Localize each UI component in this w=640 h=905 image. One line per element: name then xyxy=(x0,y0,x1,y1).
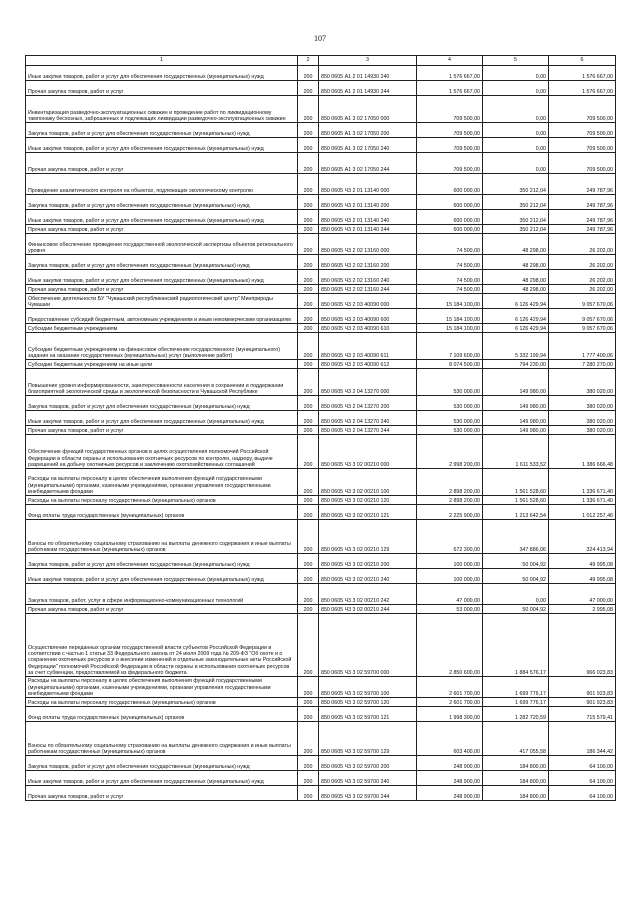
row-admin-code-cell: 200 xyxy=(298,309,319,324)
row-admin-code-cell: 200 xyxy=(298,174,319,195)
table-row xyxy=(26,554,616,569)
row-unexecuted-cell: 26 202,00 xyxy=(549,255,616,270)
row-approved-cell: 530 000,00 xyxy=(417,411,483,426)
row-name-cell: Иные закупки товаров, работ и услуг для обеспечения государственных (муниципальных) нужд xyxy=(26,569,298,584)
row-executed-cell: 48 298,00 xyxy=(483,285,549,294)
row-executed-cell: 347 886,06 xyxy=(483,520,549,554)
row-executed-cell: 0,00 xyxy=(483,96,549,123)
row-unexecuted-cell: 49 995,08 xyxy=(549,554,616,569)
budget-execution-table xyxy=(25,55,616,801)
column-header-6: 6 xyxy=(549,56,616,66)
table-row xyxy=(26,96,616,123)
table-row xyxy=(26,569,616,584)
row-unexecuted-cell: 26 202,00 xyxy=(549,270,616,285)
table-row xyxy=(26,756,616,771)
row-unexecuted-cell: 380 020,00 xyxy=(549,369,616,396)
row-classification-code-cell: 850 0605 Ч3 2 03 40090 611 xyxy=(319,333,417,360)
row-admin-code-cell: 200 xyxy=(298,722,319,756)
row-unexecuted-cell: 709 500,00 xyxy=(549,123,616,138)
row-classification-code-cell: 850 0605 Ч3 3 02 00210 121 xyxy=(319,505,417,520)
row-admin-code-cell: 200 xyxy=(298,505,319,520)
row-name-cell: Закупка товаров, работ и услуг для обеспечения государственных (муниципальных) нужд xyxy=(26,123,298,138)
row-approved-cell: 47 000,00 xyxy=(417,584,483,605)
row-executed-cell: 184 800,00 xyxy=(483,786,549,801)
row-name-cell: Расходы на выплаты персоналу в целях обеспечения выполнения функций государственными (муниципальными) органами, казенными учреждениями, органами управления государственными внебюджетными фондами xyxy=(26,677,298,698)
page-number: 107 xyxy=(314,34,326,43)
row-name-cell: Прочая закупка товаров, работ и услуг xyxy=(26,225,298,234)
row-executed-cell: 794 230,00 xyxy=(483,360,549,369)
row-classification-code-cell: 850 0605 Ч3 3 02 59700 000 xyxy=(319,614,417,677)
row-approved-cell: 15 184 100,00 xyxy=(417,324,483,333)
row-executed-cell: 149 980,00 xyxy=(483,411,549,426)
row-classification-code-cell: 850 0605 А1 3 02 17050 244 xyxy=(319,153,417,174)
row-approved-cell: 709 500,00 xyxy=(417,138,483,153)
table-row xyxy=(26,123,616,138)
row-approved-cell: 8 074 500,00 xyxy=(417,360,483,369)
row-admin-code-cell: 200 xyxy=(298,324,319,333)
row-admin-code-cell: 200 xyxy=(298,411,319,426)
row-classification-code-cell: 850 0605 Ч3 3 02 00210 129 xyxy=(319,520,417,554)
table-row xyxy=(26,225,616,234)
row-approved-cell: 74 500,00 xyxy=(417,255,483,270)
row-unexecuted-cell: 709 500,00 xyxy=(549,153,616,174)
row-unexecuted-cell: 2 995,08 xyxy=(549,605,616,614)
row-approved-cell: 100 000,00 xyxy=(417,569,483,584)
row-name-cell: Субсидии бюджетным учреждениям на финансовое обеспечение государственного (муниципального) задания на оказание государственных (муниципальных) услуг (выполнение работ) xyxy=(26,333,298,360)
row-name-cell: Обеспечение деятельности БУ "Чувашский республиканский радиологический центр" Минприроды Чувашии xyxy=(26,294,298,309)
table-row xyxy=(26,426,616,435)
row-approved-cell: 2 998 200,00 xyxy=(417,435,483,469)
table-row xyxy=(26,270,616,285)
row-admin-code-cell: 200 xyxy=(298,435,319,469)
row-classification-code-cell: 850 0605 Ч3 2 03 40090 600 xyxy=(319,309,417,324)
row-classification-code-cell: 850 0605 Ч3 2 01 13140 200 xyxy=(319,195,417,210)
row-unexecuted-cell: 1 336 671,40 xyxy=(549,469,616,496)
row-name-cell: Закупка товаров, работ и услуг для обеспечения государственных (муниципальных) нужд xyxy=(26,756,298,771)
row-approved-cell: 7 109 600,00 xyxy=(417,333,483,360)
row-approved-cell: 2 850 600,00 xyxy=(417,614,483,677)
row-classification-code-cell: 850 0605 Ч3 3 02 59700 129 xyxy=(319,722,417,756)
row-executed-cell: 184 800,00 xyxy=(483,771,549,786)
table-row xyxy=(26,496,616,505)
row-admin-code-cell: 200 xyxy=(298,605,319,614)
row-admin-code-cell: 200 xyxy=(298,81,319,96)
row-name-cell: Прочая закупка товаров, работ и услуг xyxy=(26,786,298,801)
row-executed-cell: 0,00 xyxy=(483,66,549,81)
row-name-cell: Закупка товаров, работ и услуг для обеспечения государственных (муниципальных) нужд xyxy=(26,255,298,270)
row-unexecuted-cell: 26 202,00 xyxy=(549,285,616,294)
row-name-cell: Проведение аналитического контроля на объектах, подлежащих экологическому контролю xyxy=(26,174,298,195)
table-row xyxy=(26,174,616,195)
row-name-cell: Субсидии бюджетным учреждениям xyxy=(26,324,298,333)
row-executed-cell: 50 004,92 xyxy=(483,605,549,614)
row-unexecuted-cell: 9 057 670,06 xyxy=(549,309,616,324)
row-approved-cell: 2 898 200,00 xyxy=(417,496,483,505)
row-classification-code-cell: 850 0605 Ч3 3 02 59700 244 xyxy=(319,786,417,801)
row-approved-cell: 15 184 100,00 xyxy=(417,309,483,324)
row-admin-code-cell: 200 xyxy=(298,153,319,174)
row-admin-code-cell: 200 xyxy=(298,786,319,801)
row-classification-code-cell: 850 0605 Ч3 2 02 13160 240 xyxy=(319,270,417,285)
row-classification-code-cell: 850 0605 Ч3 3 02 59700 120 xyxy=(319,698,417,707)
row-name-cell: Прочая закупка товаров, работ и услуг xyxy=(26,81,298,96)
table-row xyxy=(26,333,616,360)
row-admin-code-cell: 200 xyxy=(298,469,319,496)
table-row xyxy=(26,786,616,801)
row-unexecuted-cell: 249 787,96 xyxy=(549,210,616,225)
row-admin-code-cell: 200 xyxy=(298,369,319,396)
row-unexecuted-cell: 966 023,83 xyxy=(549,614,616,677)
row-admin-code-cell: 200 xyxy=(298,285,319,294)
row-unexecuted-cell: 249 787,96 xyxy=(549,225,616,234)
row-executed-cell: 184 800,00 xyxy=(483,756,549,771)
row-classification-code-cell: 850 0605 Ч3 3 02 00210 100 xyxy=(319,469,417,496)
row-admin-code-cell: 200 xyxy=(298,294,319,309)
table-row xyxy=(26,360,616,369)
row-executed-cell: 48 298,00 xyxy=(483,270,549,285)
table-row xyxy=(26,195,616,210)
row-executed-cell: 6 126 429,94 xyxy=(483,294,549,309)
row-name-cell: Инвентаризация разведочно-эксплуатационных скважин и проведение работ по ликвидационному тампонажу бесхозных, заброшенных и подлежащих ликвидации разведочно-эксплуатационных скважин xyxy=(26,96,298,123)
row-admin-code-cell: 200 xyxy=(298,96,319,123)
row-admin-code-cell: 200 xyxy=(298,255,319,270)
row-unexecuted-cell: 709 500,00 xyxy=(549,138,616,153)
row-unexecuted-cell: 1 777 400,06 xyxy=(549,333,616,360)
row-name-cell: Закупка товаров, работ и услуг для обеспечения государственных (муниципальных) нужд xyxy=(26,554,298,569)
row-name-cell: Иные закупки товаров, работ и услуг для обеспечения государственных (муниципальных) нужд xyxy=(26,771,298,786)
column-header-2: 2 xyxy=(298,56,319,66)
column-header-5: 5 xyxy=(483,56,549,66)
row-unexecuted-cell: 1 576 667,00 xyxy=(549,66,616,81)
row-approved-cell: 74 500,00 xyxy=(417,270,483,285)
row-approved-cell: 709 500,00 xyxy=(417,123,483,138)
row-name-cell: Финансовое обеспечение проведения государственной экологической экспертизы объектов регионального уровня xyxy=(26,234,298,255)
row-executed-cell: 1 213 642,54 xyxy=(483,505,549,520)
row-executed-cell: 0,00 xyxy=(483,153,549,174)
row-admin-code-cell: 200 xyxy=(298,225,319,234)
row-classification-code-cell: 850 0605 Ч3 3 02 00210 000 xyxy=(319,435,417,469)
row-approved-cell: 600 000,00 xyxy=(417,174,483,195)
row-approved-cell: 530 000,00 xyxy=(417,369,483,396)
row-classification-code-cell: 850 0605 А1 2 01 14930 244 xyxy=(319,81,417,96)
row-executed-cell: 350 212,04 xyxy=(483,195,549,210)
row-admin-code-cell: 200 xyxy=(298,554,319,569)
row-name-cell: Фонд оплаты труда государственных (муниципальных) органов xyxy=(26,505,298,520)
table-row xyxy=(26,396,616,411)
row-unexecuted-cell: 1 012 257,46 xyxy=(549,505,616,520)
row-classification-code-cell: 850 0605 Ч3 2 04 13270 000 xyxy=(319,369,417,396)
row-approved-cell: 1 998 300,00 xyxy=(417,707,483,722)
row-executed-cell: 0,00 xyxy=(483,81,549,96)
row-approved-cell: 1 576 667,00 xyxy=(417,81,483,96)
table-row xyxy=(26,285,616,294)
row-unexecuted-cell: 380 020,00 xyxy=(549,411,616,426)
row-unexecuted-cell: 249 787,96 xyxy=(549,174,616,195)
row-admin-code-cell: 200 xyxy=(298,707,319,722)
row-approved-cell: 2 225 900,00 xyxy=(417,505,483,520)
row-name-cell: Иные закупки товаров, работ и услуг для обеспечения государственных (муниципальных) нужд xyxy=(26,66,298,81)
row-classification-code-cell: 850 0605 Ч3 2 02 13160 200 xyxy=(319,255,417,270)
table-row xyxy=(26,771,616,786)
row-unexecuted-cell: 64 100,00 xyxy=(549,786,616,801)
row-name-cell: Иные закупки товаров, работ и услуг для обеспечения государственных (муниципальных) нужд xyxy=(26,270,298,285)
table-row xyxy=(26,309,616,324)
row-executed-cell: 5 332 199,94 xyxy=(483,333,549,360)
table-row xyxy=(26,294,616,309)
row-classification-code-cell: 850 0605 Ч3 3 02 59700 200 xyxy=(319,756,417,771)
row-admin-code-cell: 200 xyxy=(298,771,319,786)
table-row xyxy=(26,469,616,496)
row-name-cell: Закупка товаров, работ и услуг для обеспечения государственных (муниципальных) нужд xyxy=(26,195,298,210)
row-executed-cell: 149 980,00 xyxy=(483,369,549,396)
row-unexecuted-cell: 47 000,00 xyxy=(549,584,616,605)
row-executed-cell: 50 004,92 xyxy=(483,569,549,584)
row-classification-code-cell: 850 0605 Ч3 3 02 59700 121 xyxy=(319,707,417,722)
row-approved-cell: 74 500,00 xyxy=(417,285,483,294)
row-approved-cell: 672 300,00 xyxy=(417,520,483,554)
row-classification-code-cell: 850 0605 А1 2 01 14930 240 xyxy=(319,66,417,81)
table-row xyxy=(26,234,616,255)
row-unexecuted-cell: 186 344,42 xyxy=(549,722,616,756)
row-executed-cell: 6 126 429,94 xyxy=(483,324,549,333)
column-header-4: 4 xyxy=(417,56,483,66)
table-row xyxy=(26,324,616,333)
row-unexecuted-cell: 9 057 670,06 xyxy=(549,324,616,333)
row-classification-code-cell: 850 0605 А1 3 02 17050 240 xyxy=(319,138,417,153)
row-name-cell: Прочая закупка товаров, работ и услуг xyxy=(26,153,298,174)
row-executed-cell: 1 884 576,17 xyxy=(483,614,549,677)
row-admin-code-cell: 200 xyxy=(298,426,319,435)
row-classification-code-cell: 850 0605 Ч3 2 01 13140 000 xyxy=(319,174,417,195)
row-executed-cell: 350 212,04 xyxy=(483,225,549,234)
row-approved-cell: 74 500,00 xyxy=(417,234,483,255)
row-approved-cell: 600 000,00 xyxy=(417,195,483,210)
row-name-cell: Расходы на выплаты персоналу государственных (муниципальных) органов xyxy=(26,496,298,505)
row-approved-cell: 248 900,00 xyxy=(417,771,483,786)
table-row xyxy=(26,369,616,396)
row-unexecuted-cell: 715 579,41 xyxy=(549,707,616,722)
row-unexecuted-cell: 1 386 666,48 xyxy=(549,435,616,469)
row-admin-code-cell: 200 xyxy=(298,396,319,411)
row-name-cell: Прочая закупка товаров, работ и услуг xyxy=(26,285,298,294)
row-approved-cell: 530 000,00 xyxy=(417,396,483,411)
row-admin-code-cell: 200 xyxy=(298,360,319,369)
row-classification-code-cell: 850 0605 Ч3 2 03 40090 612 xyxy=(319,360,417,369)
row-classification-code-cell: 850 0605 Ч3 3 02 00210 120 xyxy=(319,496,417,505)
row-classification-code-cell: 850 0605 Ч3 3 02 59700 240 xyxy=(319,771,417,786)
row-admin-code-cell: 200 xyxy=(298,138,319,153)
row-classification-code-cell: 850 0605 Ч3 2 03 40090 610 xyxy=(319,324,417,333)
row-approved-cell: 15 184 100,00 xyxy=(417,294,483,309)
column-header-1: 1 xyxy=(26,56,298,66)
row-admin-code-cell: 200 xyxy=(298,270,319,285)
table-row xyxy=(26,81,616,96)
row-name-cell: Прочая закупка товаров, работ и услуг xyxy=(26,426,298,435)
table-row xyxy=(26,722,616,756)
row-unexecuted-cell: 901 923,83 xyxy=(549,677,616,698)
row-admin-code-cell: 200 xyxy=(298,496,319,505)
table-row xyxy=(26,210,616,225)
row-unexecuted-cell: 324 413,94 xyxy=(549,520,616,554)
row-approved-cell: 2 898 200,00 xyxy=(417,469,483,496)
row-classification-code-cell: 850 0605 Ч3 2 02 13160 244 xyxy=(319,285,417,294)
row-classification-code-cell: 850 0605 Ч3 2 04 13270 240 xyxy=(319,411,417,426)
row-approved-cell: 2 601 700,00 xyxy=(417,677,483,698)
row-executed-cell: 48 298,00 xyxy=(483,234,549,255)
row-approved-cell: 709 500,00 xyxy=(417,96,483,123)
row-unexecuted-cell: 64 100,00 xyxy=(549,756,616,771)
row-admin-code-cell: 200 xyxy=(298,123,319,138)
table-header-row xyxy=(26,56,616,66)
table-row xyxy=(26,605,616,614)
row-executed-cell: 0,00 xyxy=(483,123,549,138)
row-approved-cell: 709 500,00 xyxy=(417,153,483,174)
row-admin-code-cell: 200 xyxy=(298,210,319,225)
row-admin-code-cell: 200 xyxy=(298,66,319,81)
table-row xyxy=(26,411,616,426)
row-approved-cell: 248 900,00 xyxy=(417,786,483,801)
row-unexecuted-cell: 49 995,08 xyxy=(549,569,616,584)
row-unexecuted-cell: 380 020,00 xyxy=(549,426,616,435)
row-executed-cell: 1 611 533,52 xyxy=(483,435,549,469)
row-unexecuted-cell: 1 576 667,00 xyxy=(549,81,616,96)
row-admin-code-cell: 200 xyxy=(298,234,319,255)
row-admin-code-cell: 200 xyxy=(298,677,319,698)
row-admin-code-cell: 200 xyxy=(298,195,319,210)
row-executed-cell: 48 298,00 xyxy=(483,255,549,270)
table-row xyxy=(26,614,616,677)
table-row xyxy=(26,255,616,270)
row-executed-cell: 1 699 776,17 xyxy=(483,677,549,698)
row-admin-code-cell: 200 xyxy=(298,333,319,360)
row-approved-cell: 603 400,00 xyxy=(417,722,483,756)
row-unexecuted-cell: 380 020,00 xyxy=(549,396,616,411)
row-unexecuted-cell: 709 500,00 xyxy=(549,96,616,123)
table-row xyxy=(26,707,616,722)
row-name-cell: Прочая закупка товаров, работ и услуг xyxy=(26,605,298,614)
row-classification-code-cell: 850 0605 Ч3 2 01 13140 240 xyxy=(319,210,417,225)
row-name-cell: Фонд оплаты труда государственных (муниципальных) органов xyxy=(26,707,298,722)
row-executed-cell: 1 699 776,17 xyxy=(483,698,549,707)
row-executed-cell: 1 561 528,60 xyxy=(483,496,549,505)
row-classification-code-cell: 850 0605 Ч3 3 02 00210 244 xyxy=(319,605,417,614)
row-unexecuted-cell: 7 280 270,00 xyxy=(549,360,616,369)
table-body xyxy=(26,66,616,801)
row-executed-cell: 350 212,04 xyxy=(483,174,549,195)
row-name-cell: Обеспечение функций государственных органов в целях осуществления полномочий Российской Федерации в области охраны и использования охотничьих ресурсов по контролю, надзору, выдаче разрешений на добычу охотничьих ресурсов и заключению охотхозяйственных соглашений xyxy=(26,435,298,469)
row-name-cell: Расходы на выплаты персоналу в целях обеспечения выполнения функций государственными (муниципальными) органами, казенными учреждениями, органами управления государственными внебюджетными фондами xyxy=(26,469,298,496)
table-row xyxy=(26,153,616,174)
row-name-cell: Взносы по обязательному социальному страхованию на выплаты денежного содержания и иные выплаты работникам государственных (муниципальных) органов xyxy=(26,722,298,756)
row-executed-cell: 417 055,58 xyxy=(483,722,549,756)
row-classification-code-cell: 850 0605 А1 3 02 17050 000 xyxy=(319,96,417,123)
row-name-cell: Закупка товаров, работ, услуг в сфере информационно-коммуникационных технологий xyxy=(26,584,298,605)
row-classification-code-cell: 850 0605 Ч3 2 03 40090 000 xyxy=(319,294,417,309)
row-classification-code-cell: 850 0605 Ч3 2 04 13270 200 xyxy=(319,396,417,411)
row-executed-cell: 0,00 xyxy=(483,584,549,605)
row-classification-code-cell: 850 0605 Ч3 3 02 59700 100 xyxy=(319,677,417,698)
row-approved-cell: 100 000,00 xyxy=(417,554,483,569)
row-name-cell: Повышение уровня информированности, заинтересованности населения в сохранении и поддержании благоприятной экологической среды и экологической безопасности в Чувашской Республике xyxy=(26,369,298,396)
table-row xyxy=(26,698,616,707)
row-name-cell: Иные закупки товаров, работ и услуг для обеспечения государственных (муниципальных) нужд xyxy=(26,210,298,225)
table-row xyxy=(26,505,616,520)
row-unexecuted-cell: 26 202,00 xyxy=(549,234,616,255)
row-admin-code-cell: 200 xyxy=(298,756,319,771)
row-executed-cell: 149 980,00 xyxy=(483,426,549,435)
row-classification-code-cell: 850 0605 Ч3 3 02 00210 242 xyxy=(319,584,417,605)
row-executed-cell: 0,00 xyxy=(483,138,549,153)
row-approved-cell: 53 000,00 xyxy=(417,605,483,614)
row-executed-cell: 350 212,04 xyxy=(483,210,549,225)
row-name-cell: Предоставление субсидий бюджетным, автономным учреждениям и иным некоммерческим организациям xyxy=(26,309,298,324)
table-row xyxy=(26,66,616,81)
row-executed-cell: 6 126 429,94 xyxy=(483,309,549,324)
row-classification-code-cell: 850 0605 Ч3 3 02 00210 200 xyxy=(319,554,417,569)
row-executed-cell: 149 980,00 xyxy=(483,396,549,411)
table-row xyxy=(26,677,616,698)
row-executed-cell: 50 004,92 xyxy=(483,554,549,569)
row-unexecuted-cell: 9 057 670,06 xyxy=(549,294,616,309)
row-approved-cell: 600 000,00 xyxy=(417,210,483,225)
row-admin-code-cell: 200 xyxy=(298,520,319,554)
table-row xyxy=(26,435,616,469)
row-approved-cell: 2 601 700,00 xyxy=(417,698,483,707)
row-unexecuted-cell: 901 923,83 xyxy=(549,698,616,707)
row-name-cell: Субсидии бюджетным учреждениям на иные цели xyxy=(26,360,298,369)
row-admin-code-cell: 200 xyxy=(298,569,319,584)
row-approved-cell: 248 900,00 xyxy=(417,756,483,771)
table-row xyxy=(26,520,616,554)
row-admin-code-cell: 200 xyxy=(298,698,319,707)
row-name-cell: Иные закупки товаров, работ и услуг для обеспечения государственных (муниципальных) нужд xyxy=(26,138,298,153)
column-header-3: 3 xyxy=(319,56,417,66)
row-unexecuted-cell: 249 787,96 xyxy=(549,195,616,210)
row-executed-cell: 1 282 720,59 xyxy=(483,707,549,722)
row-classification-code-cell: 850 0605 Ч3 2 04 13270 244 xyxy=(319,426,417,435)
row-admin-code-cell: 200 xyxy=(298,614,319,677)
row-classification-code-cell: 850 0605 Ч3 2 01 13140 244 xyxy=(319,225,417,234)
table-row xyxy=(26,138,616,153)
row-name-cell: Взносы по обязательному социальному страхованию на выплаты денежного содержания и иные выплаты работникам государственных (муниципальных) органов xyxy=(26,520,298,554)
row-admin-code-cell: 200 xyxy=(298,584,319,605)
row-unexecuted-cell: 1 336 671,40 xyxy=(549,496,616,505)
row-name-cell: Закупка товаров, работ и услуг для обеспечения государственных (муниципальных) нужд xyxy=(26,396,298,411)
row-executed-cell: 1 561 528,60 xyxy=(483,469,549,496)
row-classification-code-cell: 850 0605 А1 3 02 17050 200 xyxy=(319,123,417,138)
row-approved-cell: 1 576 667,00 xyxy=(417,66,483,81)
table-row xyxy=(26,584,616,605)
row-name-cell: Осуществление переданных органам государственной власти субъектов Российской Федерации в соответствии с частью 1 статьи 33 Федерального закона от 24 июля 2009 года № 209-ФЗ "Об охоте и о сохранении охотничьих ресурсов и о внесении изменений в отдельные законодательные акты Российской Федерации" полномочий Российской Федерации в области охраны и использования охотничьих ресурсов за счет субвенции, предоставляемой из федерального бюджета xyxy=(26,614,298,677)
row-classification-code-cell: 850 0605 Ч3 2 02 13160 000 xyxy=(319,234,417,255)
row-classification-code-cell: 850 0605 Ч3 3 02 00210 240 xyxy=(319,569,417,584)
row-approved-cell: 600 000,00 xyxy=(417,225,483,234)
row-name-cell: Иные закупки товаров, работ и услуг для обеспечения государственных (муниципальных) нужд xyxy=(26,411,298,426)
row-name-cell: Расходы на выплаты персоналу государственных (муниципальных) органов xyxy=(26,698,298,707)
row-unexecuted-cell: 64 100,00 xyxy=(549,771,616,786)
row-approved-cell: 530 000,00 xyxy=(417,426,483,435)
